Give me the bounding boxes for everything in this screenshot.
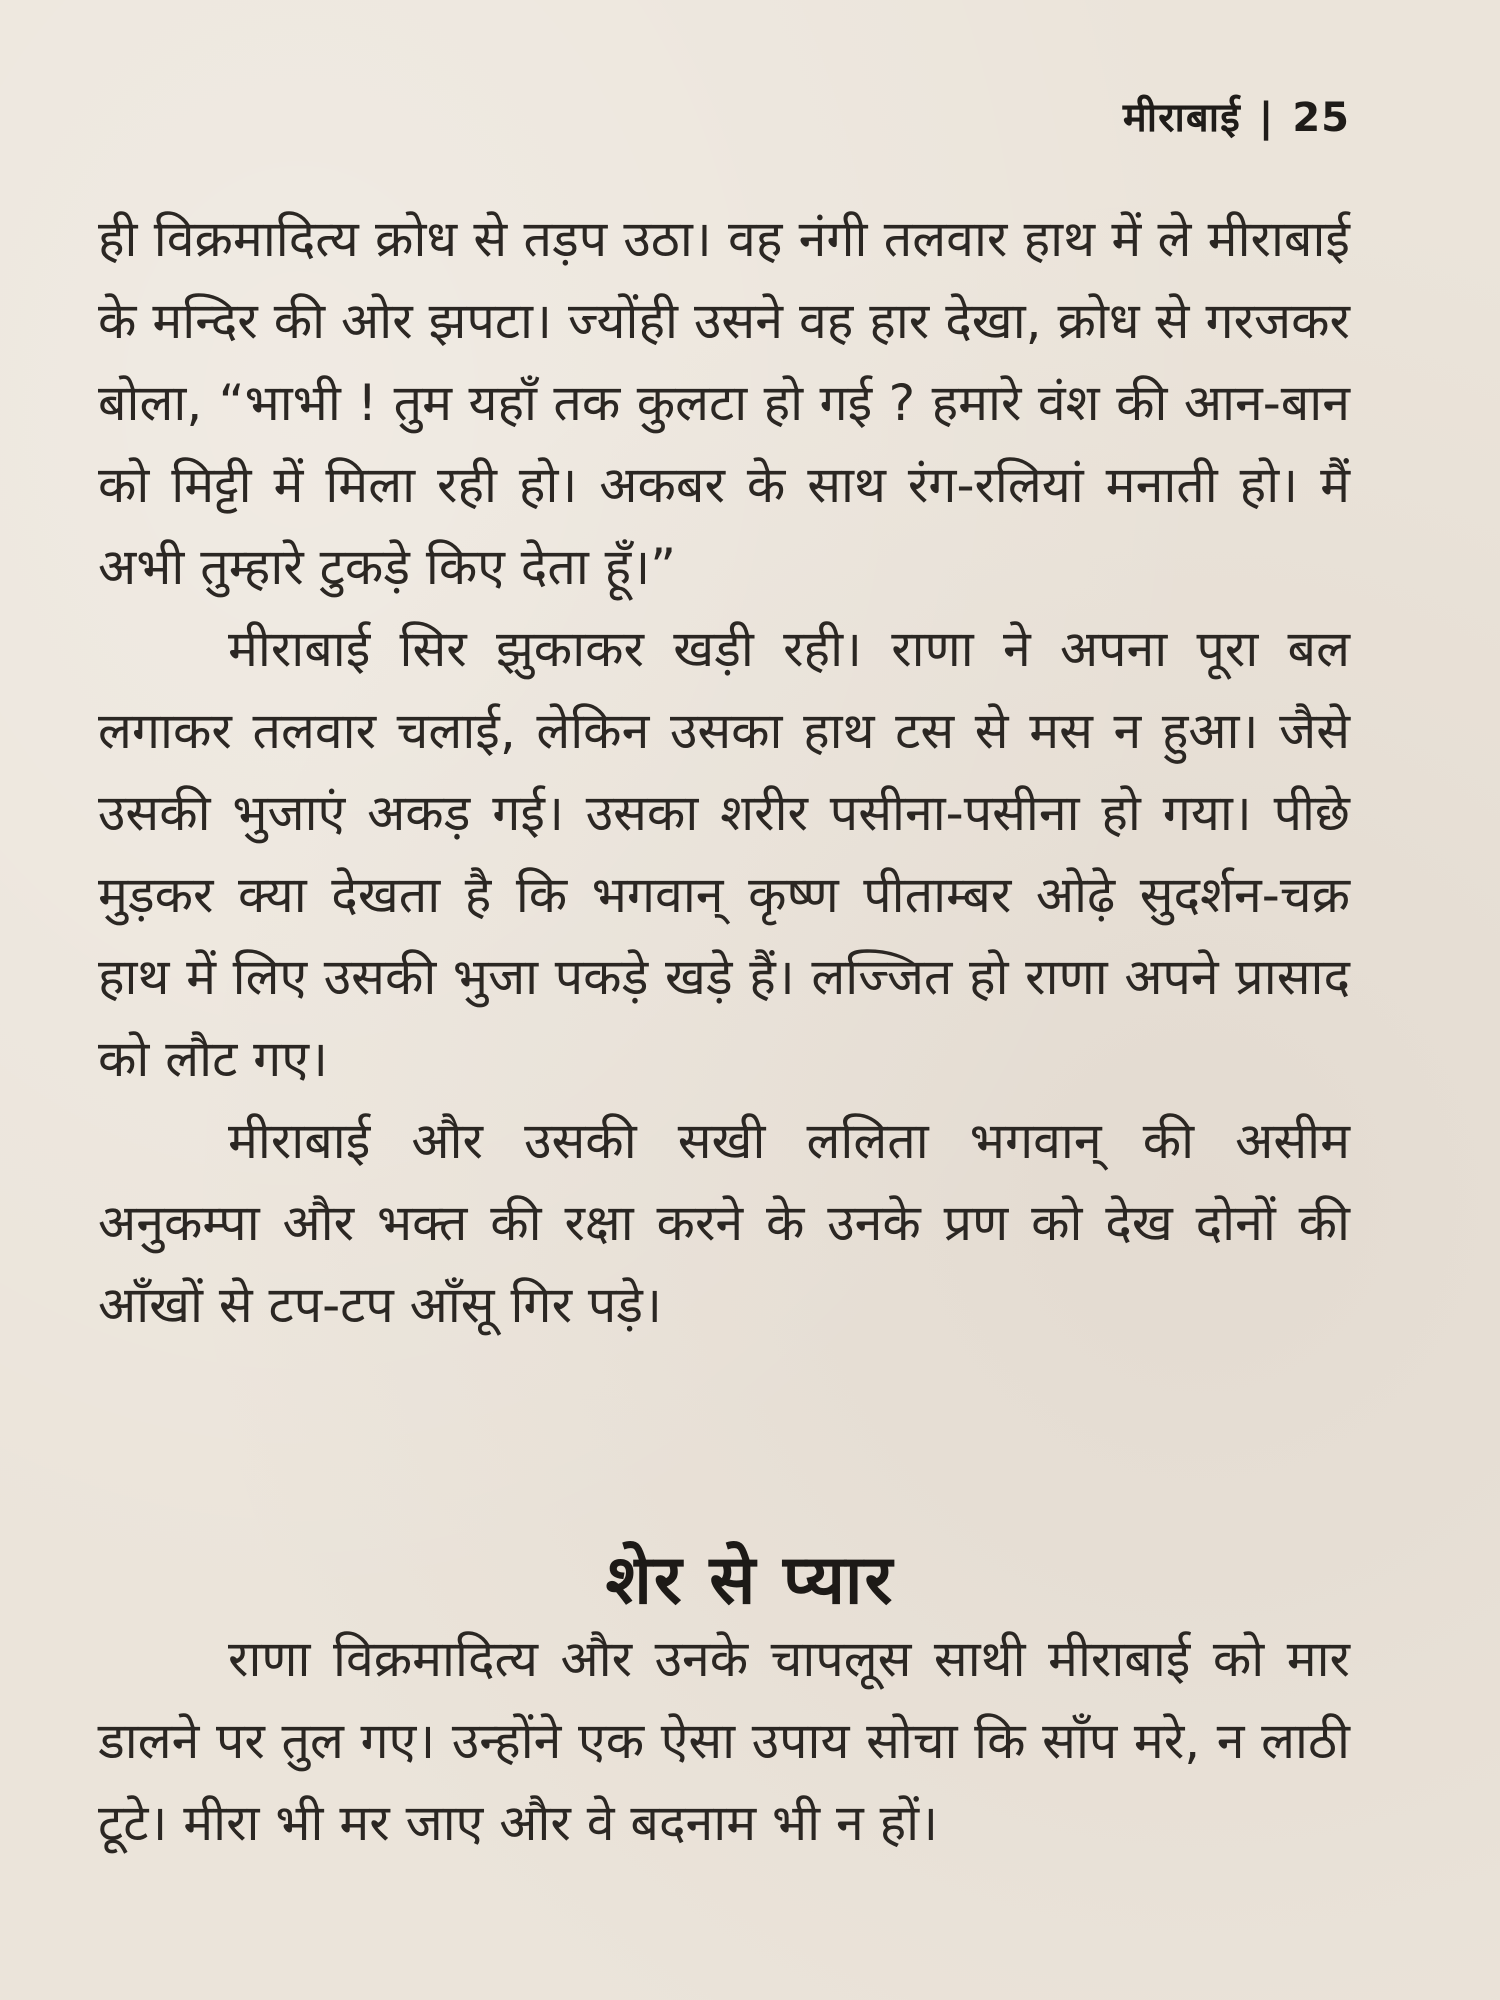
header-separator: | [1258,95,1275,141]
running-header [1123,88,1350,143]
paragraph-4: राणा विक्रमादित्य और उनके चापलूस साथी मीराबाई को मार डालने पर तुल गए। उन्होंने एक ऐसा उपाय सोचा कि साँप मरे, न लाठी टूटे। मीरा भी मर जाए और वे बदनाम भी न हों। [98,1630,1350,1852]
section-heading: शेर से प्यार [605,1541,895,1620]
paragraph-3: मीराबाई और उसकी सखी ललिता भगवान् की असीम अनुकम्पा और भक्त की रक्षा करने के उनके प्रण को देख दोनों की आँखों से टप-टप आँसू गिर पड़े। [98,1112,1350,1334]
paragraph-2: मीराबाई सिर झुकाकर खड़ी रही। राणा ने अपना पूरा बल लगाकर तलवार चलाई, लेकिन उसका हाथ टस से मस न हुआ। जैसे उसकी भुजाएं अकड़ गई। उसका शरीर पसीना-पसीना हो गया। पीछे मुड़कर क्या देखता है कि भगवान् कृष्ण पीताम्बर ओढ़े सुदर्शन-चक्र हाथ में लिए उसकी भुजा पकड़े खड़े हैं। लज्जित हो राणा अपने प्रासाद को लौट गए। [98,620,1350,1088]
section1-text [98,198,1350,1346]
page-number: 25 [1292,95,1350,141]
book-title: मीराबाई [1122,95,1241,141]
paragraph-1: ही विक्रमादित्य क्रोध से तड़प उठा। वह नंगी तलवार हाथ में ले मीराबाई के मन्दिर की ओर झपटा। ज्योंही उसने वह हार देखा, क्रोध से गरजकर बोला, “भाभी ! तुम यहाँ तक कुलटा हो गई ? हमारे वंश की आन-बान को मिट्टी में मिला रही हो। अकबर के साथ रंग-रलियां मनाती हो। मैं अभी तुम्हारे टुकड़े किए देता हूँ।” [98,210,1350,596]
section2-text [98,1618,1350,1864]
